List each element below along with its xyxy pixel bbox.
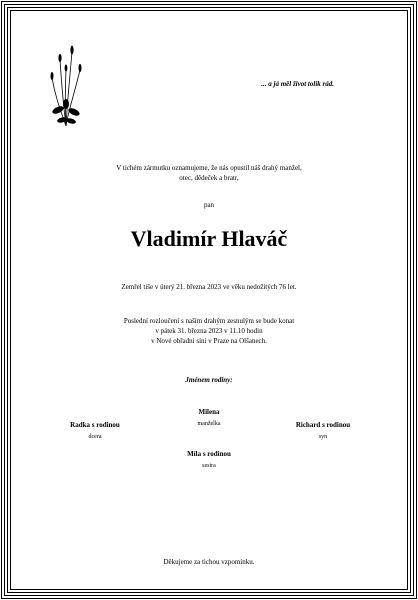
motto-text: ... a já měl život tolik rád. <box>261 80 334 88</box>
deceased-name: Vladimír Hlaváč <box>130 226 288 251</box>
flower-illustration-icon <box>42 40 90 130</box>
member-relation: sestra <box>202 463 216 469</box>
member-relation: syn <box>318 434 328 440</box>
member-name: Míla s rodinou <box>187 450 231 458</box>
family-member-richard <box>263 420 383 442</box>
member-relation: manželka <box>197 421 221 427</box>
intro-line: otec, dědeček a bratr, <box>179 174 239 182</box>
member-name: Radka s rodinou <box>70 421 120 429</box>
funeral-info <box>0 316 418 346</box>
title-word: pan <box>203 201 215 209</box>
family-member-radka <box>35 420 155 442</box>
funeral-line: v pátek 31. března 2023 v 11.10 hodin <box>155 327 263 335</box>
funeral-line: v Nové obřadní síni v Praze na Olšanech. <box>151 337 267 345</box>
family-heading: Jménem rodiny: <box>185 376 233 384</box>
member-name: Richard s rodinou <box>295 421 351 429</box>
member-relation: dcera <box>88 434 102 440</box>
family-member-mila <box>149 449 269 471</box>
death-notice: Zemřel tiše v úterý 21. března 2023 ve věku nedožitých 76 let. <box>121 283 297 291</box>
thanks-text: Děkujeme za tichou vzpomínku. <box>163 558 255 566</box>
member-name: Milena <box>198 408 220 416</box>
family-member-milena <box>149 407 269 429</box>
funeral-line: Poslední rozloučení s naším drahým zesnulým se bude konat <box>123 317 295 325</box>
intro-line: V tichém zármutku oznamujeme, že nás opustil náš drahý manžel, <box>116 164 302 172</box>
intro-text <box>0 163 418 183</box>
